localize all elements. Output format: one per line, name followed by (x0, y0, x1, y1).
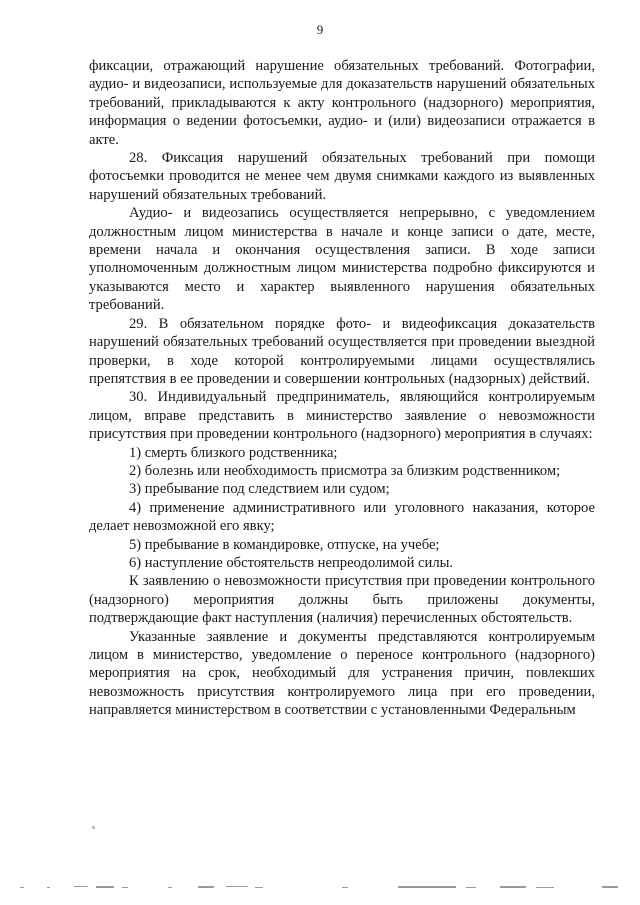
list-item-2: 2) болезнь или необходимость присмотра за близким родственником; (129, 462, 561, 479)
paragraph-attachments: К заявлению о невозможности присутствия при проведении контрольного (надзорного) мероприятия должны быть приложены документы, подтверждающие факт наступления (наличия) перечисленных обстоятельств. (89, 573, 595, 627)
paragraph-audio-video: Аудио- и видеозапись осуществляется непрерывно, с уведомлением должностным лицом министерства в начале и конце записи о дате, месте, времени начала и окончания осуществления записи. В ходе записи уполномоченным должностным лицом министерства подробно фиксируются и указываются место и характер выявленного нарушения обязательных требований. (89, 205, 595, 314)
scan-artifact-dot (92, 826, 95, 829)
list-item-5: 5) пребывание в командировке, отпуске, на учебе; (129, 536, 440, 553)
paragraph-item-30: 30. Индивидуальный предприниматель, являющийся контролируемым лицом, вправе представить в министерство заявление о невозможности присутствия при проведении контрольного (надзорного) мероприятия в случаях: (89, 389, 595, 443)
list-item-6: 6) наступление обстоятельств непреодолимой силы. (129, 554, 454, 571)
paragraph-item-29: 29. В обязательном порядке фото- и видеофиксация доказательств нарушений обязательных требований осуществляется при проведении выездной проверки, в ходе которой контролируемыми лицами осуществлялись препятствия в ее проведении и совершении контрольных (надзорных) действий. (89, 315, 595, 387)
list-item-4: 4) применение административного или уголовного наказания, которое делает невозможной его явку; (89, 499, 595, 535)
paragraph-submission: Указанные заявление и документы представляются контролируемым лицом в министерство, уведомление о переносе контрольного (надзорного) мероприятия на срок, необходимый для устранения причин, повлекших невозможность присутствия контролируемого лица при его проведении, направляется министерством в соответствии с установленными Федеральным (89, 628, 595, 719)
scan-artifact-bottom-edge (0, 884, 640, 890)
document-body (89, 57, 595, 720)
paragraph-item-28: 28. Фиксация нарушений обязательных требований при помощи фотосъемки проводится не менее чем двумя снимками каждого из выявленных нарушений обязательных требований. (89, 150, 595, 203)
list-item-1: 1) смерть близкого родственника; (129, 444, 338, 461)
paragraph-continuation: фиксации, отражающий нарушение обязательных требований. Фотографии, аудио- и видеозаписи, используемые для доказательств нарушений обязательных требований, прикладываются к акту контрольного (надзорного) мероприятия, информация о ведении фотосъемки, аудио- и (или) видеозаписи отражается в акте. (89, 58, 595, 148)
list-item-3: 3) пребывание под следствием или судом; (129, 481, 390, 498)
page-number: 9 (316, 22, 324, 37)
